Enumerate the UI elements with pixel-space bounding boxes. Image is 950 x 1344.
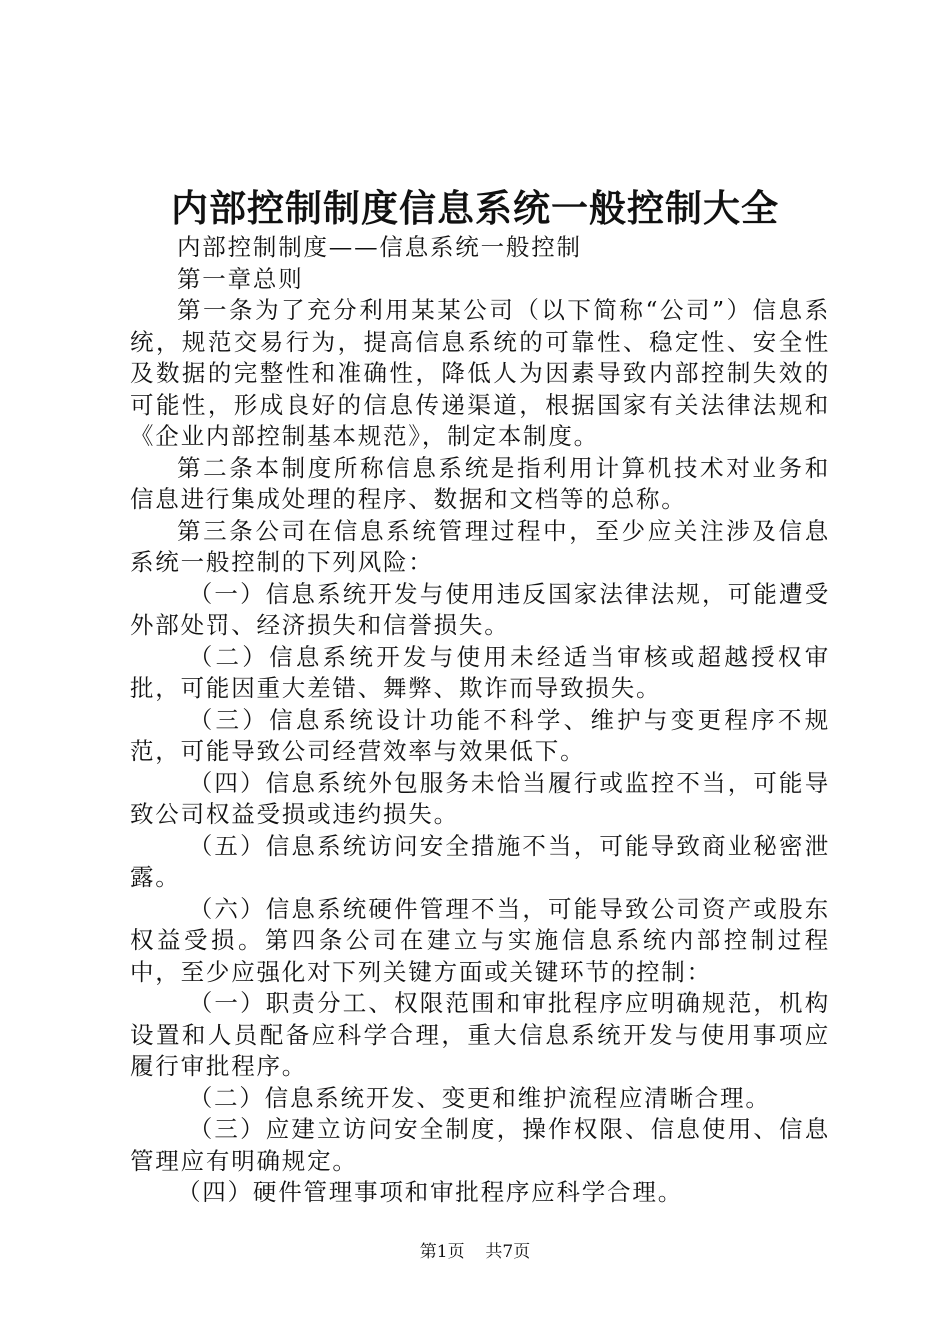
paragraph-article-2: 第二条本制度所称信息系统是指利用计算机技术对业务和信息进行集成处理的程序、数据和文档等的总称。 [130,453,830,513]
page-total: 共7页 [485,1242,531,1262]
paragraph-risk-2: （二）信息系统开发与使用未经适当审核或超越授权审批，可能因重大差错、舞弊、欺诈而导致损失。 [130,642,830,702]
paragraph-control-1: （一）职责分工、权限范围和审批程序应明确规范，机构设置和人员配备应科学合理，重大信息系统开发与使用事项应履行审批程序。 [130,989,830,1080]
paragraph-risk-3: （三）信息系统设计功能不科学、维护与变更程序不规范，可能导致公司经营效率与效果低下。 [130,705,830,765]
paragraph-risk-4: （四）信息系统外包服务未恰当履行或监控不当，可能导致公司权益受损或违约损失。 [130,768,830,828]
paragraph-article-1: 第一条为了充分利用某某公司（以下简称“公司”）信息系统，规范交易行为，提高信息系统的可靠性、稳定性、安全性及数据的完整性和准确性，降低人为因素导致内部控制失效的可能性，形成良好的信息传递渠道，根据国家有关法律法规和《企业内部控制基本规范》，制定本制度。 [130,296,830,450]
paragraph-control-4: （四）硬件管理事项和审批程序应科学合理。 [177,1178,683,1206]
paragraph-subtitle: 内部控制制度——信息系统一般控制 [177,233,582,261]
paragraph-control-3: （三）应建立访问安全制度，操作权限、信息使用、信息管理应有明确规定。 [130,1115,830,1175]
paragraph-chapter-heading: 第一章总则 [177,264,304,293]
document-body [130,232,830,1209]
paragraph-risk-5: （五）信息系统访问安全措施不当，可能导致商业秘密泄露。 [130,831,830,891]
paragraph-control-2: （二）信息系统开发、变更和维护流程应清晰合理。 [188,1083,771,1112]
page-footer [0,1240,950,1264]
page-number: 第1页 [419,1242,465,1262]
document-title: 内部控制制度信息系统一般控制大全 [171,186,779,230]
paragraph-article-3: 第三条公司在信息系统管理过程中，至少应关注涉及信息系统一般控制的下列风险： [130,516,830,576]
paragraph-risk-1: （一）信息系统开发与使用违反国家法律法规，可能遭受外部处罚、经济损失和信誉损失。 [130,579,830,639]
paragraph-risk-6-article-4: （六）信息系统硬件管理不当，可能导致公司资产或股东权益受损。第四条公司在建立与实施信息系统内部控制过程中，至少应强化对下列关键方面或关键环节的控制： [130,894,830,986]
